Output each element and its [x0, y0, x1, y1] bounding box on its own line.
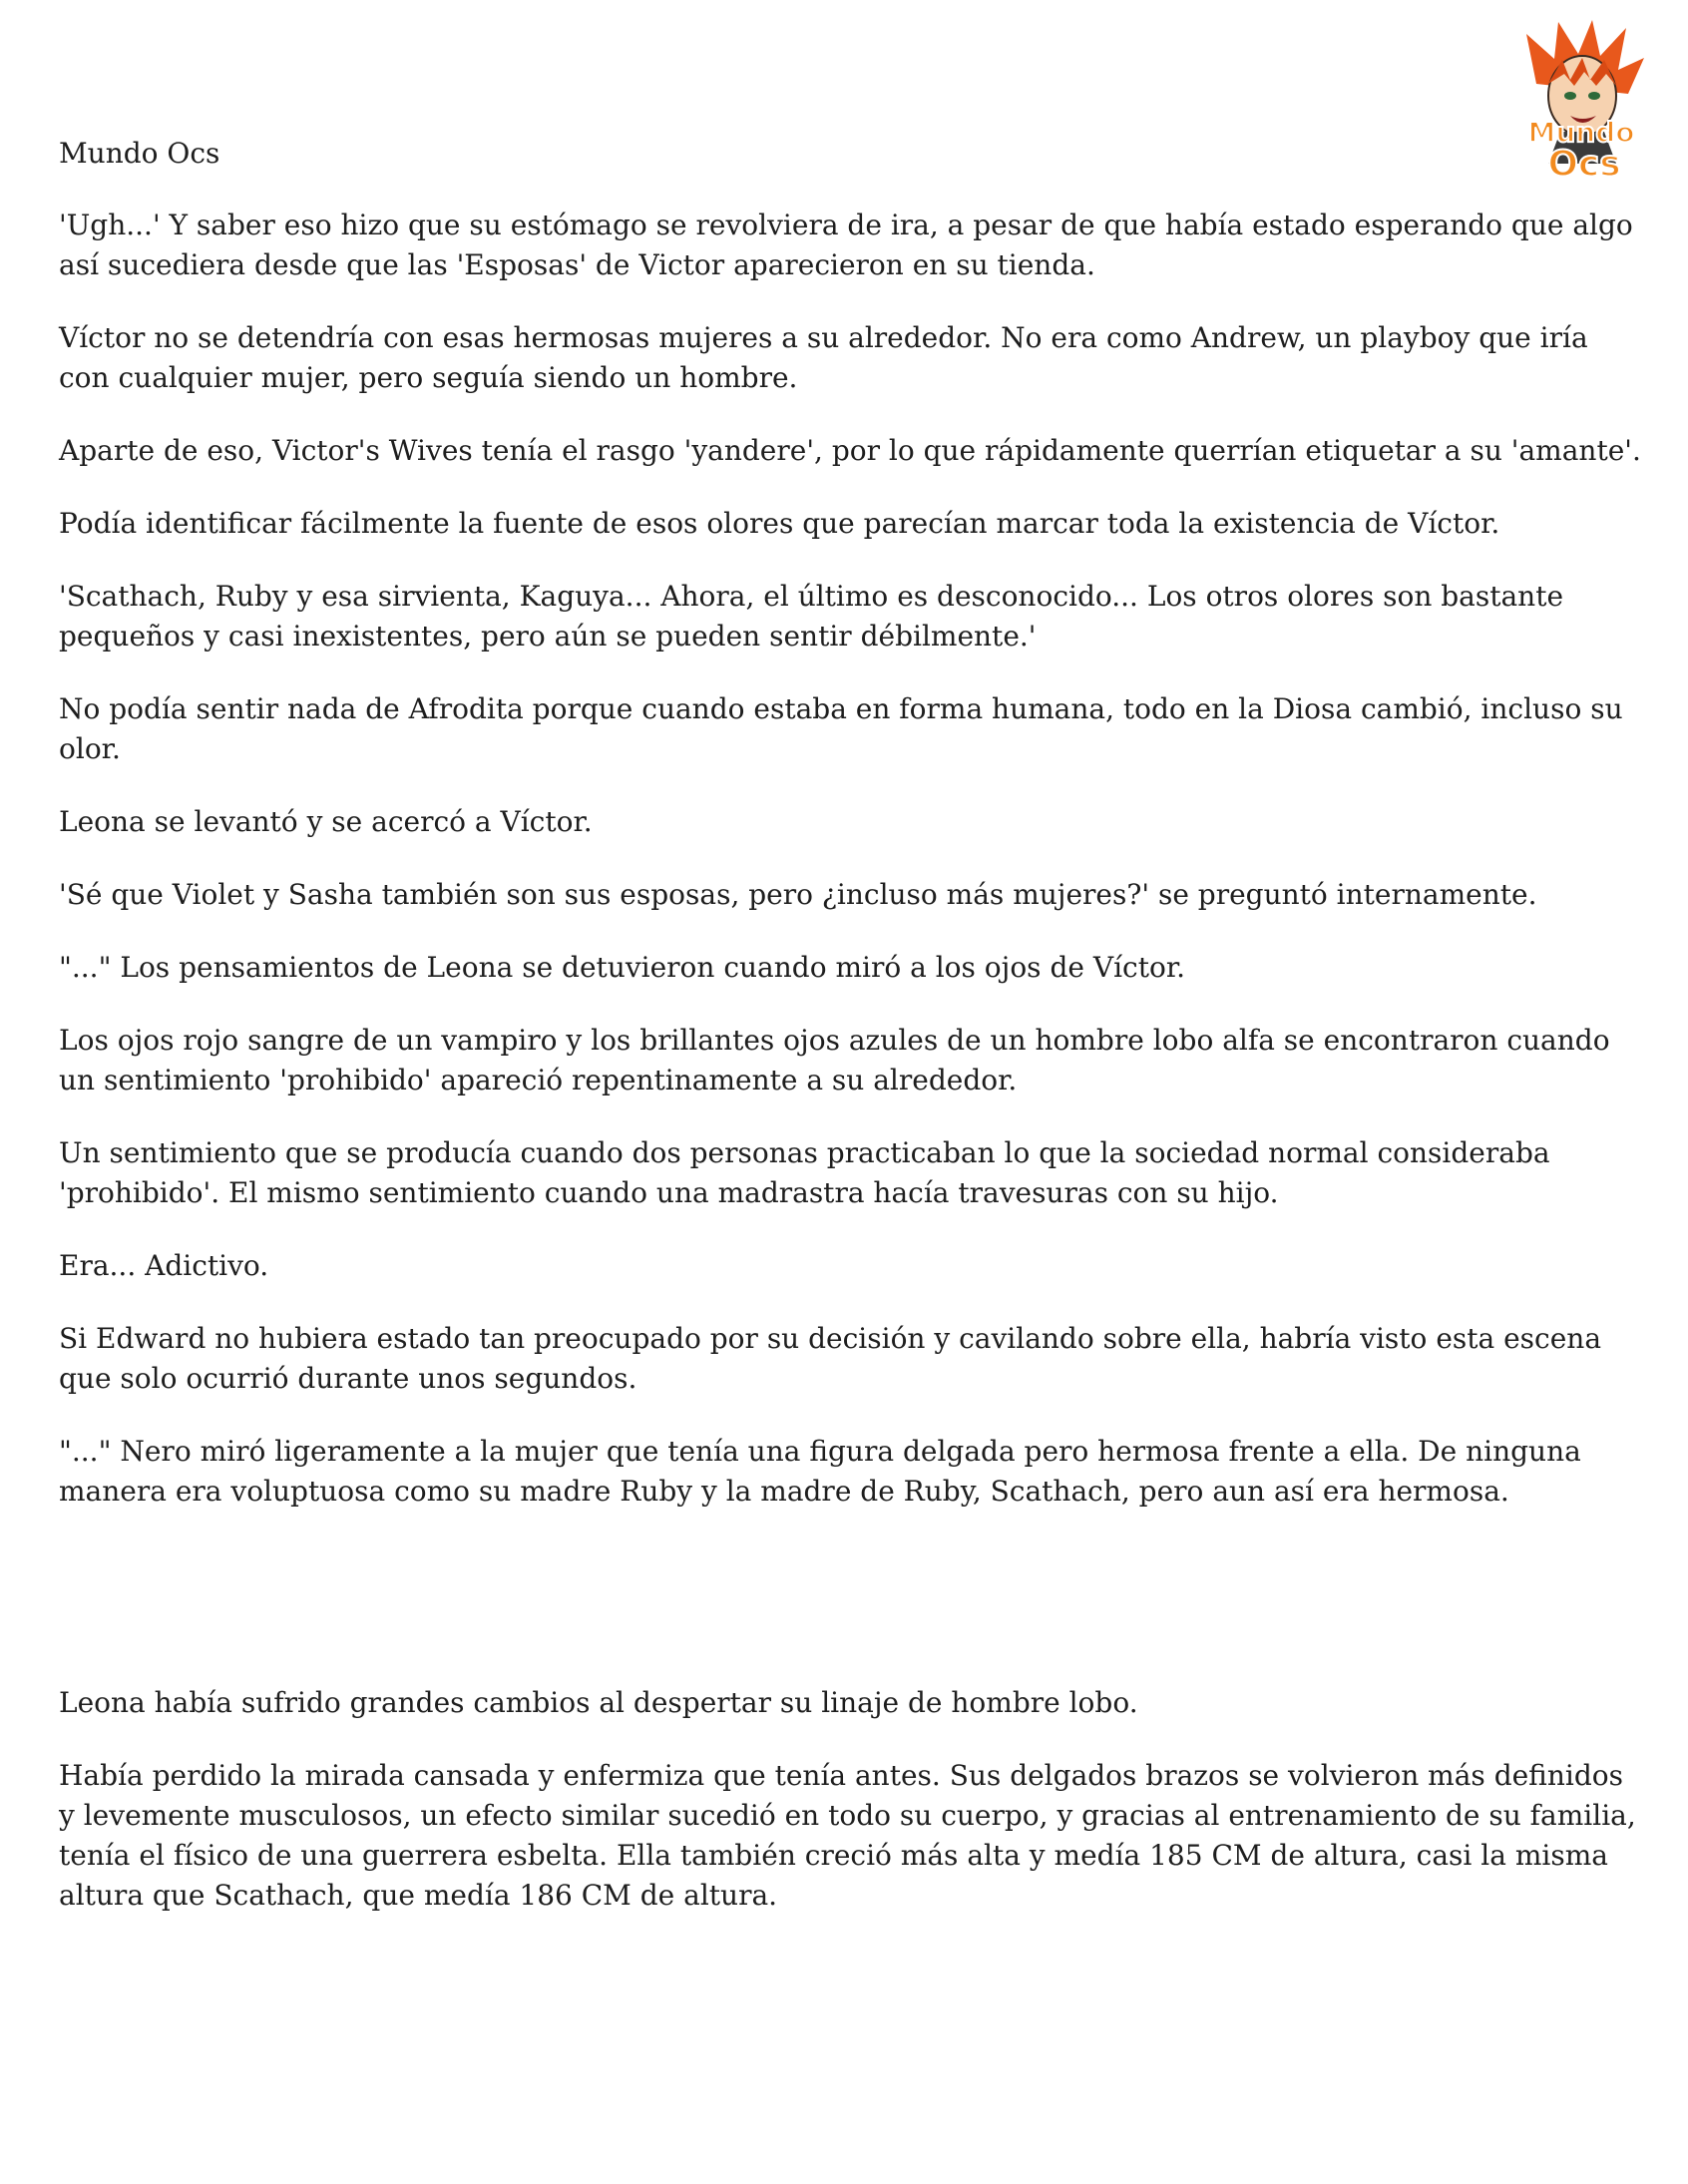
paragraph: No podía sentir nada de Afrodita porque cuando estaba en forma humana, todo en la Diosa cambió, incluso su olor.	[59, 692, 1623, 765]
paragraph: 'Ugh...' Y saber eso hizo que su estómago se revolviera de ira, a pesar de que había estado esperando que algo así sucediera desde que las 'Esposas' de Victor aparecieron en su tienda.	[59, 209, 1633, 281]
paragraph: Si Edward no hubiera estado tan preocupado por su decisión y cavilando sobre ella, habría visto esta escena que solo ocurrió durante unos segundos.	[59, 1322, 1602, 1395]
document-header: Mundo Ocs	[59, 137, 220, 170]
paragraph: Aparte de eso, Victor's Wives tenía el rasgo 'yandere', por lo que rápidamente querrían etiquetar a su 'amante'.	[59, 434, 1641, 467]
document-body	[59, 206, 1645, 1949]
logo-text-line1: Mundo	[1527, 116, 1635, 149]
mundo-ocs-logo-icon	[1496, 14, 1666, 184]
paragraph: Víctor no se detendría con esas hermosas mujeres a su alrededor. No era como Andrew, un playboy que iría con cualquier mujer, pero seguía siendo un hombre.	[59, 321, 1588, 394]
paragraph: "..." Nero miró ligeramente a la mujer que tenía una figura delgada pero hermosa frente a ella. De ninguna manera era voluptuosa como su madre Ruby y la madre de Ruby, Scathach, pero aun así era hermosa.	[59, 1435, 1581, 1508]
paragraph: Era... Adictivo.	[59, 1249, 269, 1282]
logo-text-line2: Ocs	[1547, 144, 1621, 184]
paragraph: Leona se levantó y se acercó a Víctor.	[59, 805, 593, 838]
paragraph: Los ojos rojo sangre de un vampiro y los brillantes ojos azules de un hombre lobo alfa se encontraron cuando un sentimiento 'prohibido' apareció repentinamente a su alrededor.	[59, 1024, 1610, 1096]
paragraph: Podía identificar fácilmente la fuente de esos olores que parecían marcar toda la existencia de Víctor.	[59, 507, 1500, 540]
paragraph: 'Sé que Violet y Sasha también son sus esposas, pero ¿incluso más mujeres?' se preguntó internamente.	[59, 878, 1537, 911]
paragraph: Había perdido la mirada cansada y enfermiza que tenía antes. Sus delgados brazos se volvieron más definidos y levemente musculosos, un efecto similar sucedió en todo su cuerpo, y gracias al entrenamiento de su familia, tenía el físico de una guerrera esbelta. Ella también creció más alta y medía 185 CM de altura, casi la misma altura que Scathach, que medía 186 CM de altura.	[59, 1759, 1636, 1912]
paragraph: Leona había sufrido grandes cambios al despertar su linaje de hombre lobo.	[59, 1686, 1138, 1719]
paragraph: 'Scathach, Ruby y esa sirvienta, Kaguya... Ahora, el último es desconocido... Los otros olores son bastante pequeños y casi inexistentes, pero aún se pueden sentir débilmente.'	[59, 580, 1564, 653]
paragraph: Un sentimiento que se producía cuando dos personas practicaban lo que la sociedad normal consideraba 'prohibido'. El mismo sentimiento cuando una madrastra hacía travesuras con su hijo.	[59, 1136, 1550, 1209]
paragraph: "..." Los pensamientos de Leona se detuvieron cuando miró a los ojos de Víctor.	[59, 951, 1186, 984]
